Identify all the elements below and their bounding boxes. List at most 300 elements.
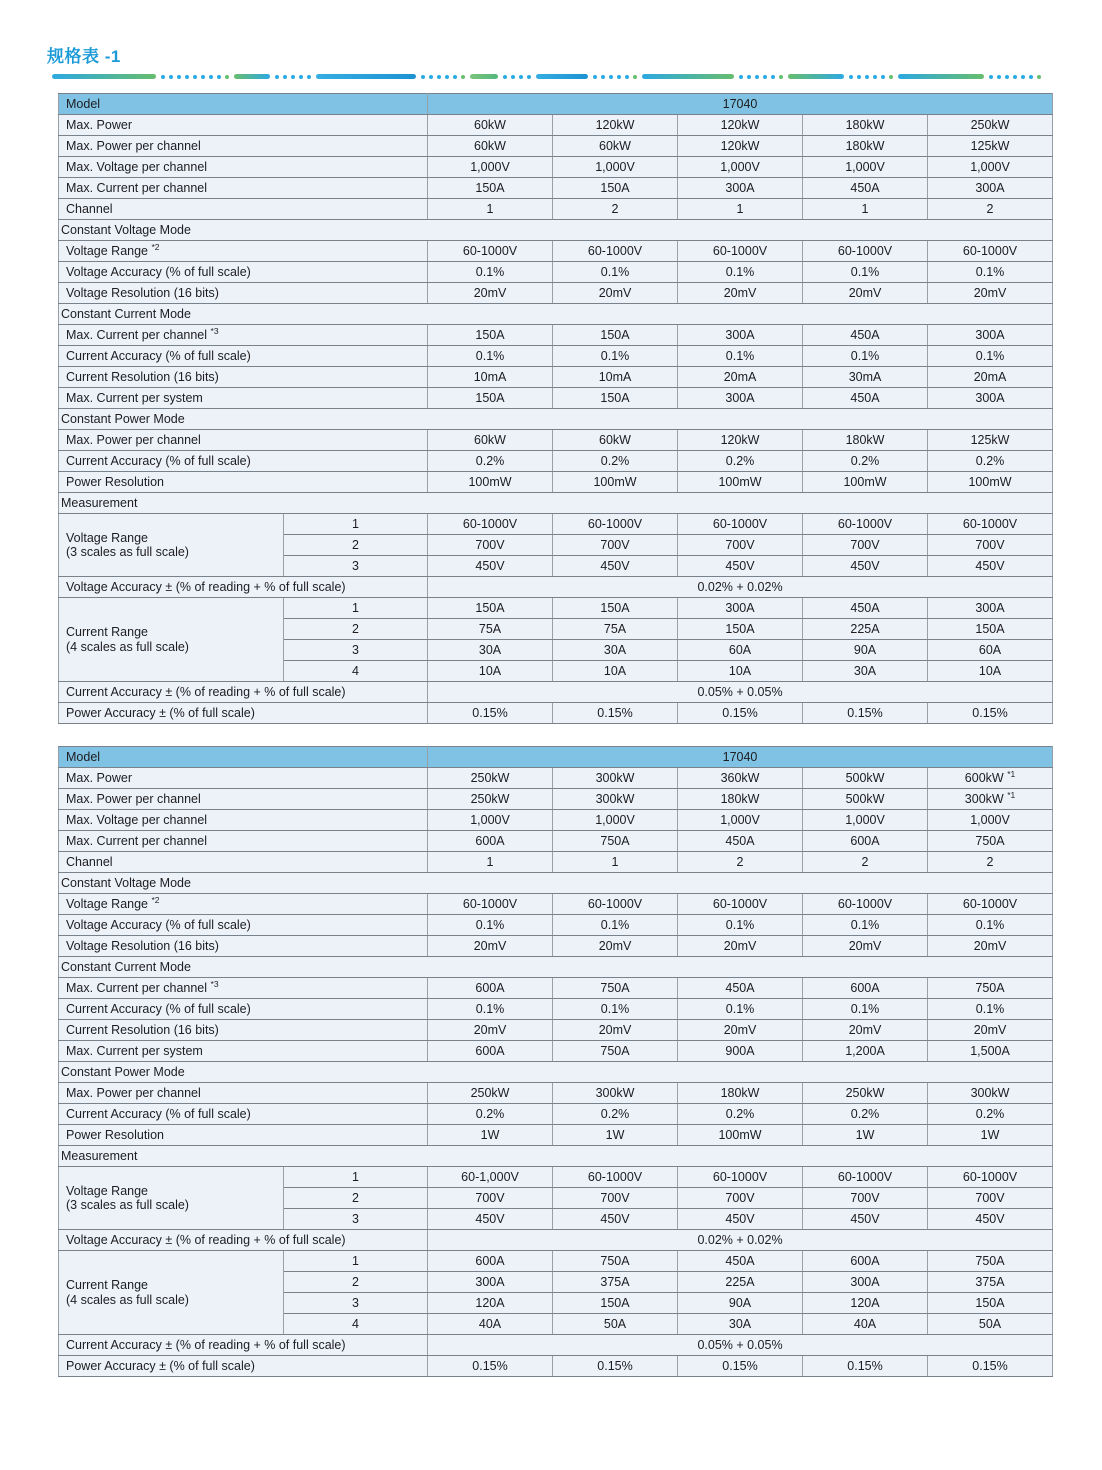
scale-index-cell: 1 bbox=[284, 598, 428, 619]
value-cell: 0.15% bbox=[553, 1356, 678, 1377]
footnote-marker: *3 bbox=[210, 325, 219, 336]
table-row bbox=[59, 915, 1053, 936]
value-cell: 100mW bbox=[803, 472, 928, 493]
value-cell: 700V bbox=[553, 535, 678, 556]
row-label: Current Accuracy (% of full scale) bbox=[59, 999, 428, 1020]
spec-table bbox=[58, 746, 1053, 1377]
value-cell: 30A bbox=[428, 640, 553, 661]
row-label: Voltage Accuracy (% of full scale) bbox=[59, 915, 428, 936]
divider-dot bbox=[881, 75, 885, 79]
value-cell: 450A bbox=[803, 325, 928, 346]
divider-dot bbox=[527, 75, 531, 79]
divider-bar bbox=[642, 74, 734, 79]
divider-dot bbox=[299, 75, 303, 79]
value-cell: 300kW bbox=[553, 1083, 678, 1104]
group-label-title: Voltage Range bbox=[66, 1183, 149, 1198]
section-row bbox=[59, 304, 1053, 325]
divider-dot bbox=[291, 75, 295, 79]
value-cell: 1,000V bbox=[928, 157, 1053, 178]
value-cell: 1W bbox=[553, 1125, 678, 1146]
value-cell: 360kW bbox=[678, 768, 803, 789]
divider-dot bbox=[437, 75, 441, 79]
value-cell: 10A bbox=[678, 661, 803, 682]
divider-dots bbox=[593, 75, 637, 79]
value-cell: 120kW bbox=[678, 430, 803, 451]
divider-dot bbox=[857, 75, 861, 79]
value-cell: 20mV bbox=[428, 283, 553, 304]
value-cell: 700V bbox=[553, 1188, 678, 1209]
section-row bbox=[59, 220, 1053, 241]
spec-table bbox=[58, 93, 1053, 724]
table-row bbox=[59, 367, 1053, 388]
value-cell: 300A bbox=[928, 598, 1053, 619]
table-row bbox=[59, 1104, 1053, 1125]
value-cell: 180kW bbox=[678, 1083, 803, 1104]
section-row bbox=[59, 957, 1053, 978]
model-label: Model bbox=[59, 747, 428, 768]
value-cell: 20mV bbox=[553, 936, 678, 957]
value-cell: 150A bbox=[553, 1293, 678, 1314]
value-cell: 300A bbox=[678, 178, 803, 199]
row-label: Max. Power per channel bbox=[59, 136, 428, 157]
table-row bbox=[59, 178, 1053, 199]
value-cell: 150A bbox=[928, 1293, 1053, 1314]
row-label: Current Accuracy ± (% of reading + % of full scale) bbox=[59, 1335, 428, 1356]
value-cell: 300kW bbox=[928, 1083, 1053, 1104]
value-cell: 10A bbox=[553, 661, 678, 682]
table-row bbox=[59, 325, 1053, 346]
divider-dot bbox=[503, 75, 507, 79]
value-cell: 30A bbox=[678, 1314, 803, 1335]
section-header: Measurement bbox=[59, 1146, 1053, 1167]
value-cell: 0.1% bbox=[928, 999, 1053, 1020]
row-label: Current Accuracy (% of full scale) bbox=[59, 1104, 428, 1125]
value-cell: 300A bbox=[928, 388, 1053, 409]
table-row bbox=[59, 789, 1053, 810]
value-cell: 180kW bbox=[803, 115, 928, 136]
row-label: Max. Current per channel $^{*3}$ bbox=[59, 325, 428, 346]
value-cell: 750A bbox=[553, 1251, 678, 1272]
divider-dots bbox=[849, 75, 893, 79]
value-cell: 30A bbox=[553, 640, 678, 661]
value-cell: 150A bbox=[553, 325, 678, 346]
value-cell: 10A bbox=[928, 661, 1053, 682]
value-cell: 450V bbox=[928, 1209, 1053, 1230]
value-cell: 180kW bbox=[803, 136, 928, 157]
scale-index-cell: 2 bbox=[284, 1272, 428, 1293]
value-cell: 125kW bbox=[928, 430, 1053, 451]
value-cell: 700V bbox=[803, 1188, 928, 1209]
footnote-marker: *2 bbox=[151, 894, 160, 905]
divider-dot bbox=[755, 75, 759, 79]
value-cell: 0.1% bbox=[553, 915, 678, 936]
divider-dot bbox=[1029, 75, 1033, 79]
value-cell: 40A bbox=[803, 1314, 928, 1335]
value-cell: 75A bbox=[553, 619, 678, 640]
table-row bbox=[59, 199, 1053, 220]
span-value-cell: 0.02% + 0.02% bbox=[428, 1230, 1053, 1251]
group-label-sub: (3 scales as full scale) bbox=[66, 1198, 189, 1212]
row-label: Max. Current per channel bbox=[59, 831, 428, 852]
value-cell: 150A bbox=[428, 388, 553, 409]
divider-dot bbox=[209, 75, 213, 79]
value-cell: 1 bbox=[803, 199, 928, 220]
value-cell: 700V bbox=[803, 535, 928, 556]
row-label: Current Accuracy (% of full scale) bbox=[59, 346, 428, 367]
value-cell: 1 bbox=[553, 852, 678, 873]
value-cell: 0.2% bbox=[678, 451, 803, 472]
value-cell: 10A bbox=[428, 661, 553, 682]
value-cell: 60kW bbox=[553, 430, 678, 451]
table-row bbox=[59, 682, 1053, 703]
value-cell: 450V bbox=[803, 1209, 928, 1230]
section-header: Constant Voltage Mode bbox=[59, 220, 1053, 241]
value-cell: 0.2% bbox=[428, 1104, 553, 1125]
section-row bbox=[59, 409, 1053, 430]
value-cell: 20mV bbox=[803, 936, 928, 957]
divider-dot bbox=[1037, 75, 1041, 79]
divider-dots bbox=[275, 75, 311, 79]
scale-index-cell: 2 bbox=[284, 619, 428, 640]
value-cell: 0.2% bbox=[928, 1104, 1053, 1125]
divider-dot bbox=[625, 75, 629, 79]
value-cell: 0.2% bbox=[428, 451, 553, 472]
scale-index-cell: 3 bbox=[284, 1293, 428, 1314]
value-cell: 30A bbox=[803, 661, 928, 682]
table-row bbox=[59, 999, 1053, 1020]
value-cell: 250kW bbox=[428, 768, 553, 789]
value-cell: 0.15% bbox=[803, 1356, 928, 1377]
value-cell: 0.1% bbox=[928, 262, 1053, 283]
value-cell: 60-1000V bbox=[803, 241, 928, 262]
value-cell: 20mV bbox=[428, 936, 553, 957]
group-label bbox=[59, 514, 284, 577]
row-label: Voltage Resolution (16 bits) bbox=[59, 283, 428, 304]
divider-dot bbox=[617, 75, 621, 79]
scale-index-cell: 3 bbox=[284, 1209, 428, 1230]
value-cell: 60-1000V bbox=[428, 241, 553, 262]
group-label-sub: (4 scales as full scale) bbox=[66, 639, 189, 654]
divider-dot bbox=[1013, 75, 1017, 79]
value-cell: 600A bbox=[803, 978, 928, 999]
value-cell: 0.15% bbox=[928, 1356, 1053, 1377]
value-cell: 750A bbox=[928, 831, 1053, 852]
section-header: Constant Voltage Mode bbox=[59, 873, 1053, 894]
table-row bbox=[59, 598, 1053, 619]
section-row bbox=[59, 873, 1053, 894]
value-cell: 50A bbox=[928, 1314, 1053, 1335]
row-label: Max. Current per system bbox=[59, 388, 428, 409]
divider-dot bbox=[747, 75, 751, 79]
row-label: Current Accuracy ± (% of reading + % of full scale) bbox=[59, 682, 428, 703]
value-cell: 750A bbox=[553, 978, 678, 999]
divider-dot bbox=[177, 75, 181, 79]
divider-dot bbox=[763, 75, 767, 79]
value-cell: 60-1000V bbox=[678, 241, 803, 262]
value-cell: 120kW bbox=[553, 115, 678, 136]
table-row bbox=[59, 768, 1053, 789]
value-cell: 250kW bbox=[428, 1083, 553, 1104]
value-cell: 250kW bbox=[928, 115, 1053, 136]
row-label: Voltage Range $^{*2}$ bbox=[59, 894, 428, 915]
divider-dot bbox=[771, 75, 775, 79]
model-value: 17040 bbox=[428, 747, 1053, 768]
value-cell: 0.1% bbox=[928, 346, 1053, 367]
divider-bar bbox=[316, 74, 416, 79]
section-header: Constant Current Mode bbox=[59, 304, 1053, 325]
value-cell: 0.1% bbox=[428, 346, 553, 367]
value-cell: 60-1000V bbox=[678, 514, 803, 535]
value-cell: 450A bbox=[803, 178, 928, 199]
value-cell: 60-1000V bbox=[678, 1167, 803, 1188]
value-cell: 250kW bbox=[428, 789, 553, 810]
value-cell: 60-1000V bbox=[428, 894, 553, 915]
divider-bar bbox=[234, 74, 270, 79]
divider-dot bbox=[275, 75, 279, 79]
divider-dot bbox=[421, 75, 425, 79]
value-cell: 20mV bbox=[928, 283, 1053, 304]
value-cell: 20mA bbox=[928, 367, 1053, 388]
value-cell: 1,000V bbox=[678, 157, 803, 178]
table-row bbox=[59, 514, 1053, 535]
value-cell: 450V bbox=[428, 1209, 553, 1230]
value-cell: 300A bbox=[678, 388, 803, 409]
value-cell: 60-1000V bbox=[928, 514, 1053, 535]
row-label: Max. Voltage per channel bbox=[59, 810, 428, 831]
value-cell: 0.1% bbox=[678, 999, 803, 1020]
value-cell: 60-1000V bbox=[928, 241, 1053, 262]
value-cell: 450V bbox=[678, 556, 803, 577]
row-label: Power Resolution bbox=[59, 1125, 428, 1146]
value-cell: 2 bbox=[553, 199, 678, 220]
divider-dot bbox=[997, 75, 1001, 79]
scale-index-cell: 2 bbox=[284, 1188, 428, 1209]
value-cell: 450V bbox=[428, 556, 553, 577]
value-cell: 300A bbox=[928, 325, 1053, 346]
scale-index-cell: 2 bbox=[284, 535, 428, 556]
divider-dot bbox=[873, 75, 877, 79]
value-cell: 300A bbox=[803, 1272, 928, 1293]
value-cell: 700V bbox=[928, 1188, 1053, 1209]
value-cell: 300kW bbox=[553, 789, 678, 810]
value-cell: 300A bbox=[928, 178, 1053, 199]
value-cell: 150A bbox=[678, 619, 803, 640]
divider-dots bbox=[161, 75, 229, 79]
value-cell: 700V bbox=[428, 535, 553, 556]
value-cell: 30mA bbox=[803, 367, 928, 388]
value-cell: 60-1000V bbox=[928, 1167, 1053, 1188]
scale-index-cell: 3 bbox=[284, 640, 428, 661]
value-cell: 180kW bbox=[678, 789, 803, 810]
divider-dot bbox=[429, 75, 433, 79]
value-cell: 40A bbox=[428, 1314, 553, 1335]
divider-dot bbox=[161, 75, 165, 79]
row-label: Max. Power per channel bbox=[59, 1083, 428, 1104]
footnote-marker: *3 bbox=[210, 978, 219, 989]
value-cell: 0.15% bbox=[678, 703, 803, 724]
scale-index-cell: 3 bbox=[284, 556, 428, 577]
divider-dot bbox=[193, 75, 197, 79]
divider-dot bbox=[225, 75, 229, 79]
value-cell: 60A bbox=[678, 640, 803, 661]
table-row bbox=[59, 936, 1053, 957]
value-cell: 1 bbox=[428, 199, 553, 220]
table-row bbox=[59, 430, 1053, 451]
value-cell: 60-1000V bbox=[553, 241, 678, 262]
divider-dot bbox=[739, 75, 743, 79]
value-cell: 450A bbox=[678, 978, 803, 999]
value-cell: 0.2% bbox=[803, 451, 928, 472]
row-label: Max. Current per channel bbox=[59, 178, 428, 199]
table-row bbox=[59, 388, 1053, 409]
value-cell: 600kW $^{*1}$ bbox=[928, 768, 1053, 789]
value-cell: 600A bbox=[803, 1251, 928, 1272]
value-cell: 0.15% bbox=[428, 703, 553, 724]
row-label: Max. Current per system bbox=[59, 1041, 428, 1062]
divider-dots bbox=[989, 75, 1041, 79]
value-cell: 60-1000V bbox=[928, 894, 1053, 915]
spec-table-1-container bbox=[58, 93, 1102, 724]
value-cell: 450A bbox=[678, 831, 803, 852]
group-label-title: Current Range bbox=[66, 1278, 148, 1293]
value-cell: 120kW bbox=[678, 115, 803, 136]
value-cell: 0.1% bbox=[678, 915, 803, 936]
table-row bbox=[59, 472, 1053, 493]
value-cell: 450A bbox=[803, 598, 928, 619]
value-cell: 450V bbox=[553, 1209, 678, 1230]
scale-index-cell: 1 bbox=[284, 1251, 428, 1272]
spec-table-2-container bbox=[58, 746, 1102, 1377]
value-cell: 60-1000V bbox=[553, 894, 678, 915]
row-label: Channel bbox=[59, 852, 428, 873]
value-cell: 60A bbox=[928, 640, 1053, 661]
value-cell: 700V bbox=[678, 1188, 803, 1209]
divider-dots bbox=[503, 75, 531, 79]
value-cell: 1,000V bbox=[428, 810, 553, 831]
value-cell: 2 bbox=[928, 199, 1053, 220]
row-label: Power Resolution bbox=[59, 472, 428, 493]
table-row bbox=[59, 262, 1053, 283]
divider-dot bbox=[511, 75, 515, 79]
value-cell: 1 bbox=[678, 199, 803, 220]
divider-dot bbox=[185, 75, 189, 79]
divider-dot bbox=[283, 75, 287, 79]
value-cell: 700V bbox=[428, 1188, 553, 1209]
value-cell: 120A bbox=[803, 1293, 928, 1314]
value-cell: 700V bbox=[678, 535, 803, 556]
value-cell: 500kW bbox=[803, 768, 928, 789]
value-cell: 150A bbox=[928, 619, 1053, 640]
divider-dot bbox=[593, 75, 597, 79]
value-cell: 225A bbox=[803, 619, 928, 640]
row-label: Voltage Accuracy ± (% of reading + % of full scale) bbox=[59, 1230, 428, 1251]
value-cell: 0.1% bbox=[428, 262, 553, 283]
value-cell: 0.2% bbox=[553, 1104, 678, 1125]
value-cell: 2 bbox=[678, 852, 803, 873]
section-row bbox=[59, 493, 1053, 514]
value-cell: 1W bbox=[428, 1125, 553, 1146]
divider-dot bbox=[1021, 75, 1025, 79]
table-row bbox=[59, 1356, 1053, 1377]
value-cell: 600A bbox=[428, 831, 553, 852]
value-cell: 0.2% bbox=[928, 451, 1053, 472]
value-cell: 0.1% bbox=[428, 915, 553, 936]
table-row bbox=[59, 1083, 1053, 1104]
divider-dot bbox=[889, 75, 893, 79]
value-cell: 450A bbox=[803, 388, 928, 409]
page-title: 规格表 -1 bbox=[47, 47, 121, 66]
value-cell: 0.15% bbox=[803, 703, 928, 724]
value-cell: 0.1% bbox=[553, 346, 678, 367]
span-value-cell: 0.05% + 0.05% bbox=[428, 682, 1053, 703]
value-cell: 0.1% bbox=[803, 262, 928, 283]
divider-dots bbox=[421, 75, 465, 79]
section-header: Constant Power Mode bbox=[59, 409, 1053, 430]
group-label-title: Voltage Range bbox=[66, 530, 149, 545]
value-cell: 0.1% bbox=[803, 915, 928, 936]
value-cell: 1 bbox=[428, 852, 553, 873]
value-cell: 20mA bbox=[678, 367, 803, 388]
table-row bbox=[59, 1335, 1053, 1356]
table-row bbox=[59, 115, 1053, 136]
table-row bbox=[59, 1167, 1053, 1188]
table-row bbox=[59, 241, 1053, 262]
table-row bbox=[59, 157, 1053, 178]
table-row bbox=[59, 1041, 1053, 1062]
divider-dot bbox=[307, 75, 311, 79]
table-row bbox=[59, 136, 1053, 157]
value-cell: 450V bbox=[678, 1209, 803, 1230]
value-cell: 60-1000V bbox=[678, 894, 803, 915]
value-cell: 1,000V bbox=[553, 810, 678, 831]
value-cell: 300kW bbox=[553, 768, 678, 789]
value-cell: 900A bbox=[678, 1041, 803, 1062]
value-cell: 60kW bbox=[553, 136, 678, 157]
group-label-sub: (3 scales as full scale) bbox=[66, 545, 189, 559]
value-cell: 125kW bbox=[928, 136, 1053, 157]
table-row bbox=[59, 1230, 1053, 1251]
value-cell: 60-1,000V bbox=[428, 1167, 553, 1188]
row-label: Current Resolution (16 bits) bbox=[59, 1020, 428, 1041]
section-row bbox=[59, 1146, 1053, 1167]
divider-bar bbox=[788, 74, 844, 79]
value-cell: 60-1000V bbox=[553, 514, 678, 535]
value-cell: 450A bbox=[678, 1251, 803, 1272]
value-cell: 0.2% bbox=[803, 1104, 928, 1125]
value-cell: 90A bbox=[803, 640, 928, 661]
value-cell: 20mV bbox=[678, 936, 803, 957]
value-cell: 375A bbox=[553, 1272, 678, 1293]
value-cell: 20mV bbox=[803, 1020, 928, 1041]
divider-bar bbox=[536, 74, 588, 79]
value-cell: 10mA bbox=[553, 367, 678, 388]
table-row bbox=[59, 1125, 1053, 1146]
group-label bbox=[59, 1167, 284, 1230]
model-label: Model bbox=[59, 94, 428, 115]
value-cell: 20mV bbox=[928, 936, 1053, 957]
value-cell: 20mV bbox=[428, 1020, 553, 1041]
value-cell: 2 bbox=[928, 852, 1053, 873]
row-label: Current Resolution (16 bits) bbox=[59, 367, 428, 388]
divider-dot bbox=[633, 75, 637, 79]
divider-dot bbox=[849, 75, 853, 79]
value-cell: 0.1% bbox=[553, 262, 678, 283]
value-cell: 750A bbox=[553, 1041, 678, 1062]
table-row bbox=[59, 346, 1053, 367]
row-label: Max. Power bbox=[59, 768, 428, 789]
value-cell: 0.15% bbox=[428, 1356, 553, 1377]
divider-dot bbox=[519, 75, 523, 79]
